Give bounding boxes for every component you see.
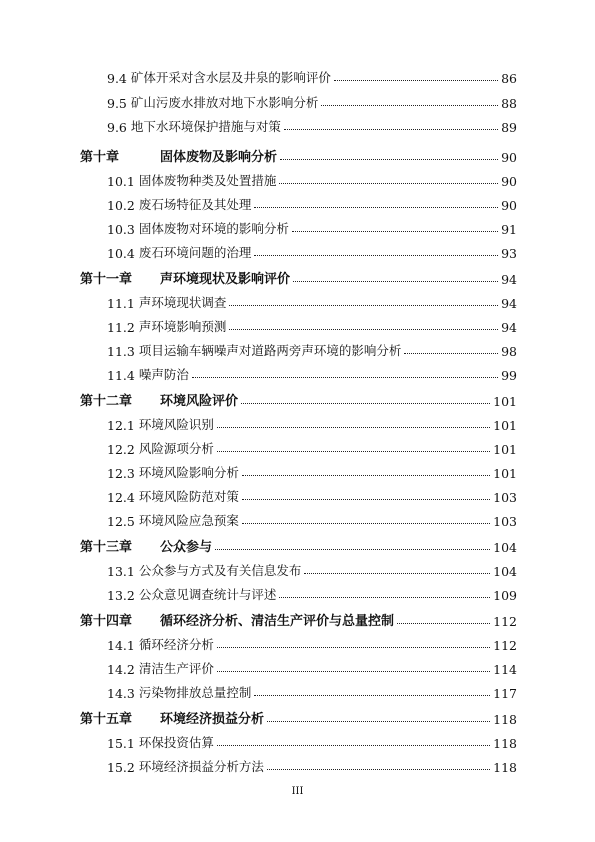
toc-section-entry[interactable] [107, 339, 517, 359]
toc-section-entry[interactable] [107, 559, 517, 579]
toc-section-entry[interactable] [107, 755, 517, 775]
toc-entry-title: 声环境现状及影响评价 [160, 272, 291, 287]
dot-leader [229, 305, 498, 306]
toc-entry-page: 114 [493, 662, 517, 677]
toc-entry-title: 循环经济分析、清洁生产评价与总量控制 [160, 614, 395, 629]
toc-entry-title: 固体废物种类及处置措施 [138, 173, 277, 188]
toc-entry-page: 104 [493, 564, 517, 579]
toc-section-entry[interactable] [107, 91, 517, 111]
dot-leader [242, 523, 490, 524]
toc-entry-number: 11.3 [107, 344, 135, 359]
toc-section-entry[interactable] [107, 169, 517, 189]
toc-section-entry[interactable] [107, 291, 517, 311]
toc-entry-number: 11.2 [107, 320, 135, 335]
dot-leader [217, 745, 490, 746]
toc-chapter-entry[interactable] [80, 535, 517, 555]
toc-entry-number: 9.6 [107, 120, 127, 135]
toc-entry-page: 89 [501, 120, 517, 135]
dot-leader [241, 403, 490, 404]
toc-section-entry[interactable] [107, 485, 517, 505]
toc-entry-page: 101 [493, 394, 517, 409]
toc-chapter-entry[interactable] [80, 267, 517, 287]
toc-entry-number: 14.1 [107, 638, 135, 653]
toc-entry-title: 环境经济损益分析 [160, 712, 265, 727]
toc-entry-title: 地下水环境保护措施与对策 [130, 119, 281, 134]
toc-entry-number: 9.5 [107, 96, 127, 111]
toc-entry-title: 固体废物对环境的影响分析 [138, 221, 289, 236]
dot-leader [229, 329, 498, 330]
toc-entry-page: 93 [501, 246, 517, 261]
toc-entry-page: 112 [493, 638, 517, 653]
toc-entry-page: 103 [493, 514, 517, 529]
toc-entry-page: 109 [493, 588, 517, 603]
dot-leader [267, 721, 490, 722]
toc-section-entry[interactable] [107, 633, 517, 653]
toc-chapter-entry[interactable] [80, 389, 517, 409]
toc-entry-title: 污染物排放总量控制 [138, 685, 252, 700]
toc-section-entry[interactable] [107, 217, 517, 237]
toc-entry-page: 94 [501, 296, 517, 311]
dot-leader [217, 671, 490, 672]
toc-entry-number: 12.2 [107, 442, 135, 457]
toc-entry-title: 环境风险应急预案 [138, 513, 239, 528]
toc-entry-number: 第十五章 [80, 712, 133, 727]
toc-section-entry[interactable] [107, 731, 517, 751]
toc-chapter-entry[interactable] [80, 609, 517, 629]
toc-entry-title: 环保投资估算 [138, 735, 214, 750]
toc-section-entry[interactable] [107, 66, 517, 86]
dot-leader [215, 549, 490, 550]
toc-section-entry[interactable] [107, 115, 517, 135]
toc-entry-number: 12.4 [107, 490, 135, 505]
dot-leader [242, 475, 490, 476]
toc-entry-title: 环境风险防范对策 [138, 489, 239, 504]
toc-entry-number: 10.3 [107, 222, 135, 237]
dot-leader [192, 377, 498, 378]
toc-chapter-entry[interactable] [80, 145, 517, 165]
toc-entry-title: 公众意见调查统计与评述 [138, 587, 277, 602]
toc-entry-number: 第十三章 [80, 540, 133, 555]
dot-leader [321, 105, 498, 106]
toc-entry-page: 90 [501, 150, 517, 165]
toc-section-entry[interactable] [107, 681, 517, 701]
toc-entry-title: 环境风险识别 [138, 417, 214, 432]
toc-section-entry[interactable] [107, 509, 517, 529]
toc-entry-title: 声环境现状调查 [138, 295, 227, 310]
dot-leader [217, 451, 490, 452]
toc-entry-number: 10.1 [107, 174, 135, 189]
dot-leader [279, 183, 498, 184]
toc-entry-page: 86 [501, 71, 517, 86]
toc-entry-number: 第十一章 [80, 272, 133, 287]
toc-entry-number: 13.1 [107, 564, 135, 579]
dot-leader [254, 207, 498, 208]
toc-entry-number: 14.3 [107, 686, 135, 701]
toc-entry-title: 环境经济损益分析方法 [138, 759, 264, 774]
toc-section-entry[interactable] [107, 315, 517, 335]
toc-entry-number: 第十二章 [80, 394, 133, 409]
toc-entry-number: 15.1 [107, 736, 135, 751]
toc-entry-number: 第十四章 [80, 614, 133, 629]
page-number-footer: III [291, 786, 304, 797]
toc-entry-page: 118 [493, 712, 517, 727]
toc-entry-number: 11.4 [107, 368, 135, 383]
toc-entry-page: 104 [493, 540, 517, 555]
toc-entry-number: 10.4 [107, 246, 135, 261]
toc-entry-page: 99 [501, 368, 517, 383]
toc-entry-number: 第十章 [80, 150, 120, 165]
dot-leader [242, 499, 490, 500]
toc-chapter-entry[interactable] [80, 707, 517, 727]
toc-entry-page: 101 [493, 442, 517, 457]
dot-leader [404, 353, 498, 354]
toc-entry-title: 风险源项分析 [138, 441, 214, 456]
dot-leader [279, 597, 490, 598]
toc-entry-number: 12.3 [107, 466, 135, 481]
toc-entry-page: 91 [501, 222, 517, 237]
toc-entry-page: 98 [501, 344, 517, 359]
toc-entry-page: 101 [493, 466, 517, 481]
dot-leader [304, 573, 490, 574]
toc-entry-number: 15.2 [107, 760, 135, 775]
toc-entry-number: 13.2 [107, 588, 135, 603]
toc-entry-title: 循环经济分析 [138, 637, 214, 652]
toc-entry-page: 94 [501, 320, 517, 335]
toc-entry-number: 14.2 [107, 662, 135, 677]
toc-entry-title: 废石场特征及其处理 [138, 197, 252, 212]
toc-section-entry[interactable] [107, 413, 517, 433]
toc-entry-page: 117 [493, 686, 517, 701]
toc-entry-page: 118 [493, 760, 517, 775]
toc-section-entry[interactable] [107, 657, 517, 677]
toc-section-entry[interactable] [107, 437, 517, 457]
toc-entry-number: 12.1 [107, 418, 135, 433]
dot-leader [254, 695, 490, 696]
toc-entry-page: 118 [493, 736, 517, 751]
toc-entry-page: 103 [493, 490, 517, 505]
toc-section-entry[interactable] [107, 583, 517, 603]
toc-entry-title: 项目运输车辆噪声对道路两旁声环境的影响分析 [138, 343, 402, 358]
toc-entry-number: 10.2 [107, 198, 135, 213]
dot-leader [397, 623, 490, 624]
toc-entry-number: 11.1 [107, 296, 135, 311]
toc-section-entry[interactable] [107, 193, 517, 213]
toc-entry-title: 噪声防治 [138, 367, 189, 382]
toc-entry-title: 环境风险影响分析 [138, 465, 239, 480]
toc-entry-page: 112 [493, 614, 517, 629]
dot-leader [284, 129, 498, 130]
toc-entry-page: 101 [493, 418, 517, 433]
dot-leader [217, 427, 490, 428]
dot-leader [217, 647, 490, 648]
toc-entry-title: 声环境影响预测 [138, 319, 227, 334]
dot-leader [292, 231, 498, 232]
toc-entry-title: 公众参与 [160, 540, 213, 555]
dot-leader [293, 281, 498, 282]
toc-section-entry[interactable] [107, 461, 517, 481]
toc-entry-title: 矿山污废水排放对地下水影响分析 [130, 95, 319, 110]
toc-entry-title: 公众参与方式及有关信息发布 [138, 563, 302, 578]
toc-section-entry[interactable] [107, 363, 517, 383]
toc-entry-page: 90 [501, 174, 517, 189]
dot-leader [334, 80, 498, 81]
dot-leader [267, 769, 490, 770]
toc-entry-page: 94 [501, 272, 517, 287]
toc-entry-title: 矿体开采对含水层及井泉的影响评价 [130, 70, 331, 85]
dot-leader [254, 255, 498, 256]
toc-entry-title: 环境风险评价 [160, 394, 239, 409]
toc-entry-number: 12.5 [107, 514, 135, 529]
toc-entry-title: 清洁生产评价 [138, 661, 214, 676]
toc-entry-title: 固体废物及影响分析 [160, 150, 278, 165]
toc-entry-number: 9.4 [107, 71, 127, 86]
toc-entry-title: 废石环境问题的治理 [138, 245, 252, 260]
toc-entry-page: 88 [501, 96, 517, 111]
toc-section-entry[interactable] [107, 241, 517, 261]
toc-entry-page: 90 [501, 198, 517, 213]
dot-leader [280, 159, 498, 160]
